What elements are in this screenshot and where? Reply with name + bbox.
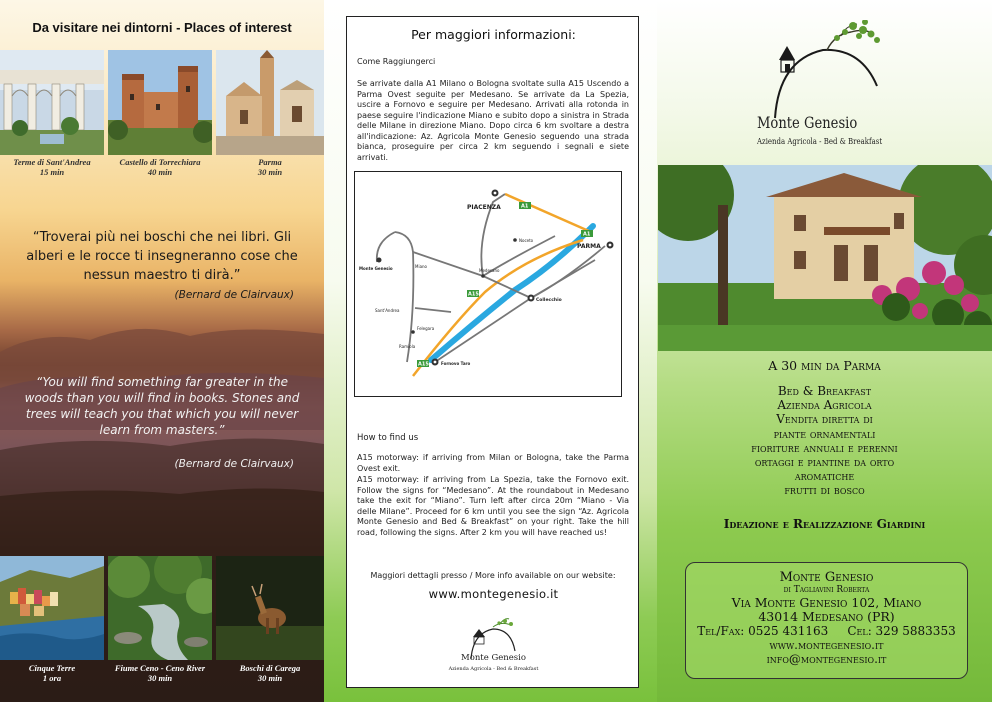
cover-panel: [657, 0, 992, 702]
place-caption: Cinque Terre 1 ora: [28, 663, 76, 683]
contact-owner: di Tagliavini Roberta: [783, 585, 870, 595]
road-sign-label: A15: [468, 291, 479, 298]
quote-english: “You will find something far greater in the woods than you will find in books. Stones and trees will teach you that which you will never learn from masters.”: [24, 375, 300, 437]
map-label: Fornovo Taro: [441, 361, 471, 366]
services-list: [657, 384, 992, 498]
places-panel: [0, 0, 324, 702]
service-item: frutti di bosco: [784, 483, 865, 498]
logo-title: Monte Genesio: [757, 113, 858, 132]
road-sign-label: A1: [521, 203, 529, 210]
info-box: [346, 16, 639, 688]
contact-website[interactable]: www.montegenesio.it: [769, 638, 884, 652]
more-info-text: Maggiori dettagli presso / More info available on our website:: [370, 571, 616, 580]
service-item: ortaggi e piantine da orto: [754, 455, 895, 470]
photo-cinque-terre: [0, 556, 104, 660]
service-item: Vendita diretta di: [776, 412, 873, 427]
farmhouse-photo: [658, 165, 992, 351]
map-label: PIACENZA: [467, 204, 501, 211]
photo-parma: [216, 50, 324, 155]
contact-city: 43014 Medesano (PR): [758, 609, 895, 624]
directions-text-english-1: A15 motorway: if arriving from Milan or Bologna, take the Parma Ovest exit.: [357, 453, 629, 473]
service-item: piante ornamentali: [773, 426, 876, 441]
quote-author-english: (Bernard de Clairvaux): [174, 458, 294, 470]
service-item: aromatiche: [794, 469, 855, 484]
place-caption: Terme di Sant'Andrea 15 min: [13, 157, 91, 177]
logo-subtitle: Azienda Agricola - Bed & Breakfast: [757, 137, 883, 147]
contact-name: Monte Genesio: [779, 570, 874, 585]
distance-text: A 30 min da Parma: [768, 358, 881, 373]
photo-fiume-ceno: [108, 556, 212, 660]
contact-box: [685, 562, 968, 679]
directions-text-italian: Se arrivate dalla A1 Milano o Bologna svoltate sulla A15 Uscendo a Parma Ovest seguite per Medesano. Se arrivate da La Spezia, uscire a Fornovo e seguire per Medesano. Arrivati alla rotonda in paese seguire l'indicazione Miano e subito dopo a sinistra in Strada delle Milane in direzione Miano. Dopo circa 6 km svoltare a destra all'indicazione: Az. Agricola Monte Genesio seguendo una strada bianca, proseguire per circa 2 km seguendo i segnali e siete arrivati.: [357, 79, 629, 162]
place-caption: Fiume Ceno - Ceno River 30 min: [114, 663, 206, 683]
directions-heading-italian: Come Raggiungerci: [357, 57, 436, 66]
contact-phones: Tel/Fax: 0525 431163 Cel: 329 5883353: [697, 624, 956, 638]
photo-terme-santandrea: [0, 50, 104, 155]
directions-map: [354, 171, 622, 397]
photo-boschi-carega: [216, 556, 324, 660]
place-caption: Parma 30 min: [257, 157, 283, 177]
info-title: Per maggiori informazioni:: [411, 27, 576, 42]
map-label: Ramiola: [399, 344, 416, 349]
contact-address: Via Monte Genesio 102, Miano: [731, 595, 922, 610]
tagline: Ideazione e Realizzazione Giardini: [723, 517, 926, 531]
quote-italian: “Troverai più nei boschi che nei libri. Gli alberi e le rocce ti insegneranno cose che nessun maestro ti dirà.”: [26, 230, 298, 283]
road-sign-label: A1: [583, 231, 591, 238]
contact-email[interactable]: info@montegenesio.it: [766, 652, 887, 666]
map-label: Sant'Andrea: [375, 308, 400, 313]
map-label: PARMA: [577, 243, 601, 250]
directions-heading-english: How to find us: [357, 433, 419, 443]
service-item: fioriture annuali e perenni: [751, 440, 898, 455]
monte-genesio-logo: [765, 20, 895, 120]
map-label: Collecchio: [536, 298, 562, 303]
map-label: Miano: [415, 264, 427, 269]
place-caption: Castello di Torrechiara 40 min: [119, 157, 201, 177]
photo-castello-torrechiara: [108, 50, 212, 155]
directions-text-english-2: A15 motorway: if arriving from La Spezia, take the Fornovo exit. Follow the signs for “Medesano”. At the roundabout in Medesano take the exit for “Miano”. Turn left after circa 20m “Miano - Via delle Milane”. Proceed for 6 km until you see the sign “Az. Agricola Monte Genesio and Bed & Breakfast” on your right. Take the hill road, following the signs. After 2 km you will have reached us!: [357, 475, 629, 537]
map-label: Felegara: [417, 326, 435, 331]
service-item: Bed & Breakfast: [777, 384, 872, 398]
small-logo-title: Monte Genesio: [461, 653, 526, 663]
website-link[interactable]: www.montegenesio.it: [428, 587, 559, 601]
places-title: Da visitare nei dintorni - Places of interest: [32, 20, 292, 35]
place-caption: Boschi di Carega 30 min: [239, 663, 301, 683]
service-item: Azienda Agricola: [777, 398, 872, 413]
map-label: Noceto: [519, 238, 534, 243]
quote-author-italian: (Bernard de Clairvaux): [174, 289, 294, 301]
info-panel: [324, 0, 657, 702]
small-logo-subtitle: Azienda Agricola - Bed & Breakfast: [448, 666, 539, 672]
road-sign-label: A15: [418, 361, 429, 368]
map-label: Monte Genesio: [359, 266, 393, 271]
map-label: Medesano: [479, 268, 500, 273]
